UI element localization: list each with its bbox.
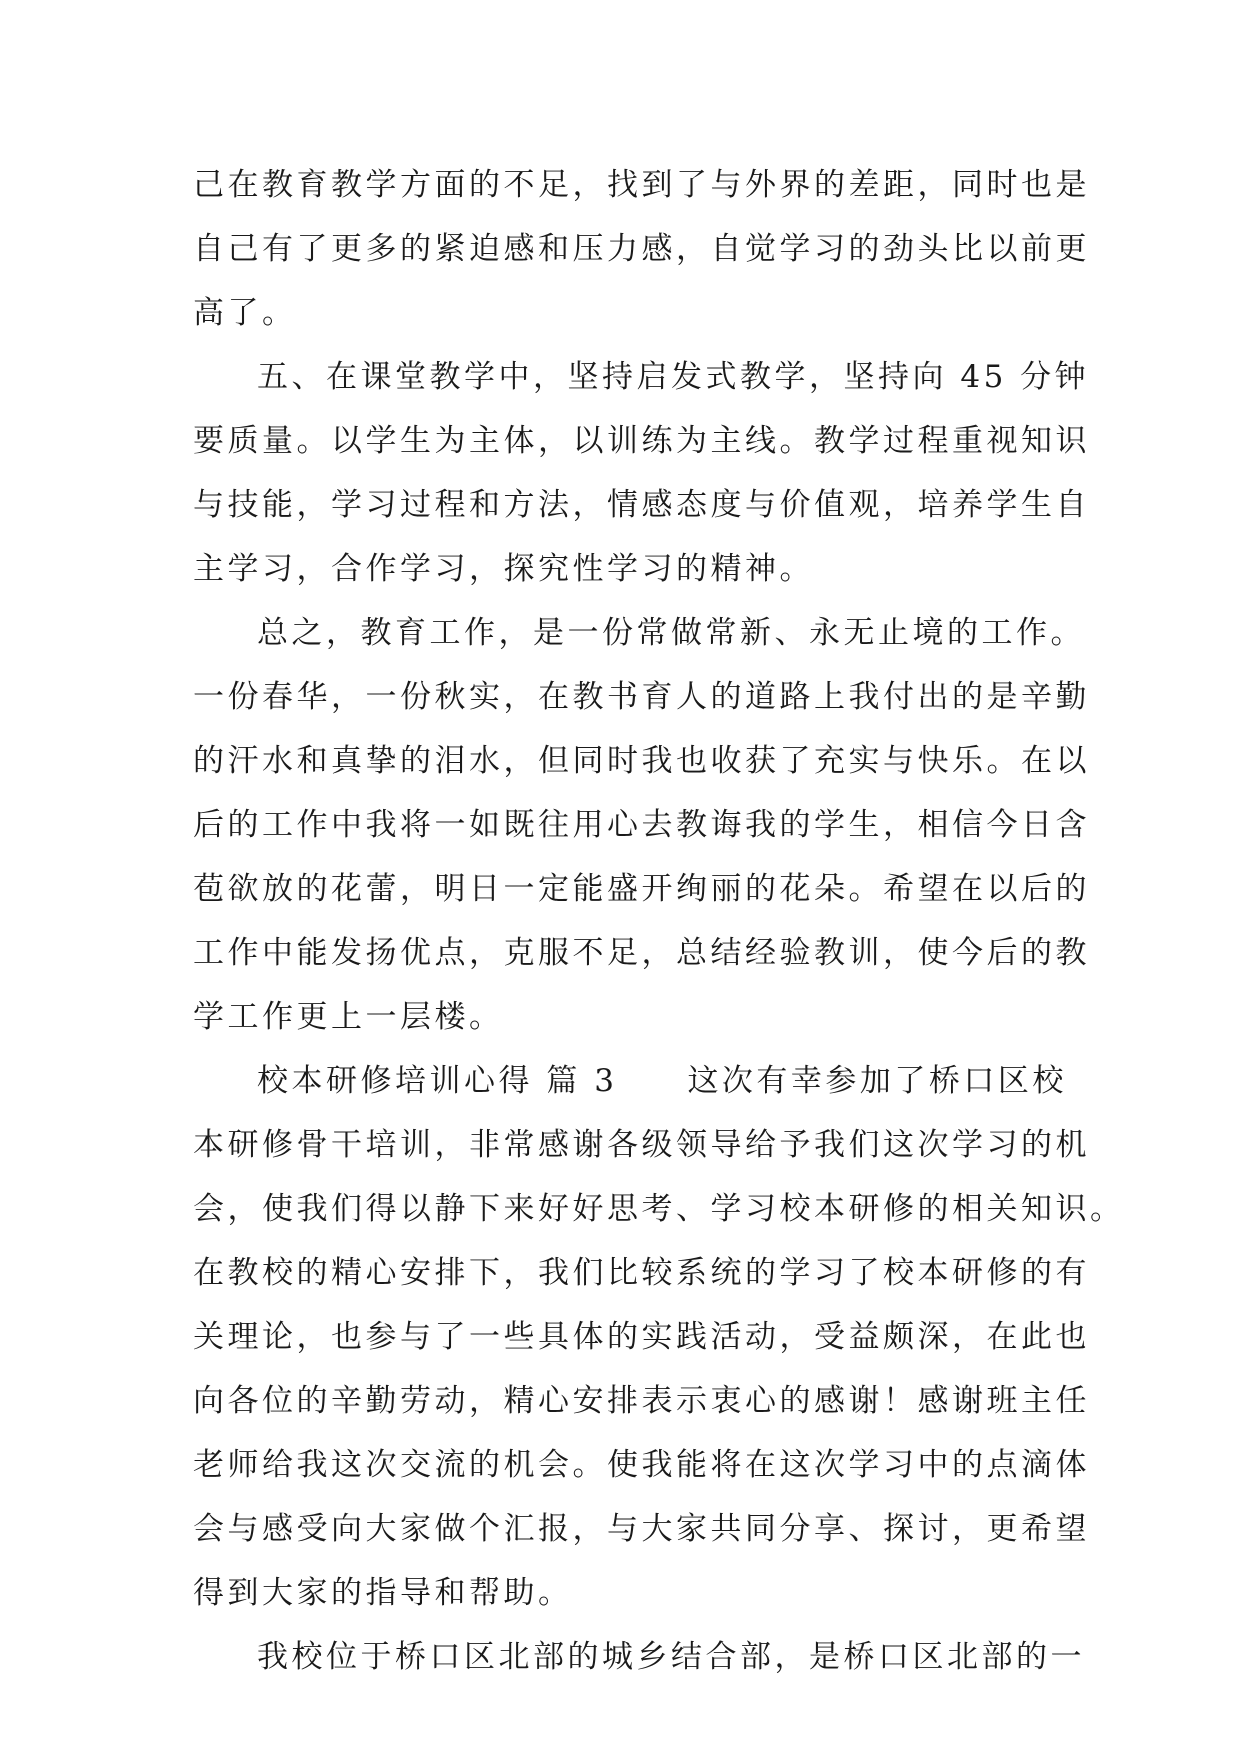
text-line: 老师给我这次交流的机会。使我能将在这次学习中的点滴体 — [193, 1447, 1090, 1483]
text-line: 会，使我们得以静下来好好思考、学习校本研修的相关知识。 — [193, 1191, 1125, 1227]
text-line: 关理论，也参与了一些具体的实践活动，受益颇深，在此也 — [193, 1319, 1090, 1355]
text-fragment: 这次有幸参加了桥口区校 — [687, 1063, 1067, 1099]
text-line: 在教校的精心安排下，我们比较系统的学习了校本研修的有 — [193, 1255, 1090, 1291]
text-line: 与技能，学习过程和方法，情感态度与价值观，培养学生自 — [193, 487, 1090, 523]
text-line: 总之，教育工作，是一份常做常新、永无止境的工作。 — [257, 615, 1085, 651]
text-line — [193, 1049, 1065, 1113]
text-line: 苞欲放的花蕾，明日一定能盛开绚丽的花朵。希望在以后的 — [193, 871, 1090, 907]
section-heading: 校本研修培训心得 篇 3 — [257, 1063, 618, 1099]
text-line: 主学习，合作学习，探究性学习的精神。 — [193, 551, 814, 587]
text-line: 会与感受向大家做个汇报，与大家共同分享、探讨，更希望 — [193, 1511, 1090, 1547]
text-line: 本研修骨干培训，非常感谢各级领导给予我们这次学习的机 — [193, 1127, 1090, 1163]
paragraph — [193, 1049, 1125, 1625]
text-line: 高了。 — [193, 295, 297, 331]
text-line: 的汗水和真挚的泪水，但同时我也收获了充实与快乐。在以 — [193, 743, 1090, 779]
text-line: 工作中能发扬优点，克服不足，总结经验教训，使今后的教 — [193, 935, 1090, 971]
paragraph — [193, 1625, 1085, 1689]
paragraph — [193, 153, 1090, 345]
text-line: 要质量。以学生为主体，以训练为主线。教学过程重视知识 — [193, 423, 1090, 459]
text-line: 后的工作中我将一如既往用心去教诲我的学生，相信今日含 — [193, 807, 1090, 843]
text-line: 己在教育教学方面的不足，找到了与外界的差距，同时也是 — [193, 167, 1090, 203]
document-body — [193, 153, 1125, 1689]
paragraph — [193, 601, 1090, 1049]
text-line: 我校位于桥口区北部的城乡结合部，是桥口区北部的一 — [257, 1639, 1085, 1675]
text-line: 自己有了更多的紧迫感和压力感，自觉学习的劲头比以前更 — [193, 231, 1090, 267]
paragraph — [193, 345, 1090, 601]
text-line: 向各位的辛勤劳动，精心安排表示衷心的感谢！感谢班主任 — [193, 1383, 1090, 1419]
text-line: 得到大家的指导和帮助。 — [193, 1575, 573, 1611]
text-line: 学工作更上一层楼。 — [193, 999, 504, 1035]
text-line: 五、在课堂教学中，坚持启发式教学，坚持向 45 分钟 — [257, 359, 1090, 395]
text-line: 一份春华，一份秋实，在教书育人的道路上我付出的是辛勤 — [193, 679, 1090, 715]
